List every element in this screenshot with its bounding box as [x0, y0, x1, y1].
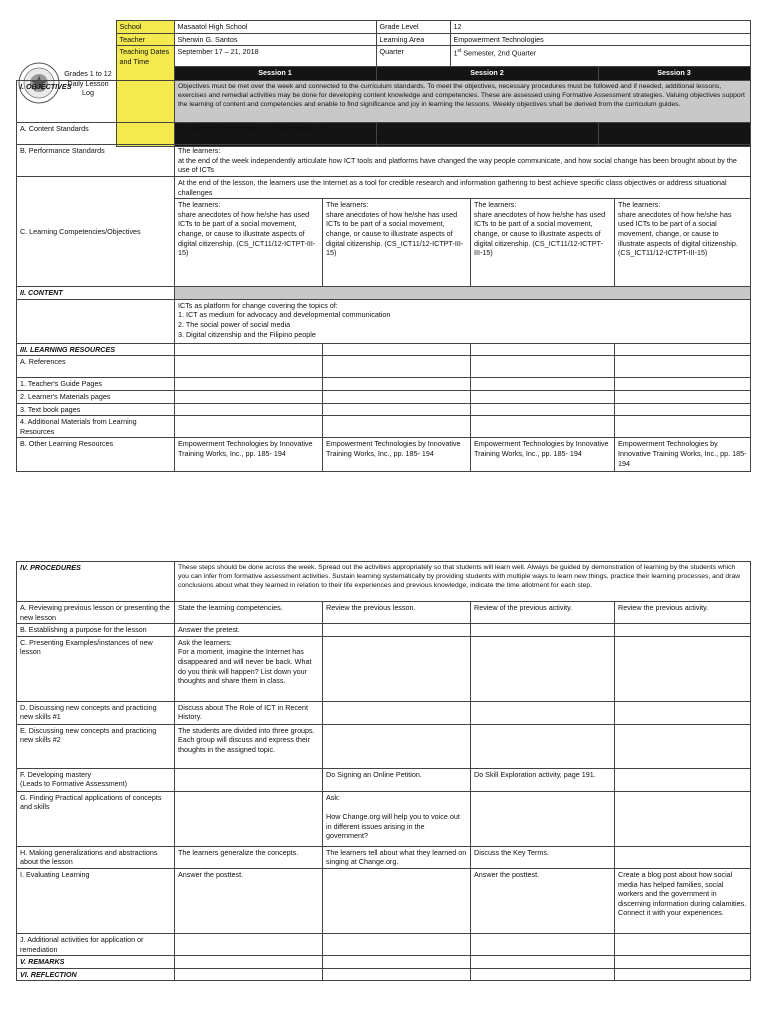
objectives-text: Objectives must be met over the week and connected to the curriculum standards. To meet the objectives, necessary procedures must be followed and if needed, additional lessons, exercises and remedial activities may be done for developing content knowledge and competencies. These are assessed using Formative Assessment strategies. Valuing objectives support the learning of content and competencies and enable to find significance and joy in learning the lessons. Weekly objectives shall be derived from the curriculum guides. — [175, 81, 751, 123]
proc-row-c-session-4 — [615, 636, 751, 701]
empty-cell — [175, 356, 323, 378]
lesson-log-table-body — [16, 80, 751, 472]
content-text — [175, 299, 751, 343]
content-line4: 3. Digital citizenship and the Filipino people — [178, 329, 316, 339]
empty-cell — [323, 968, 471, 981]
empty-cell — [471, 956, 615, 969]
session-1-header: Session 1 — [174, 67, 376, 147]
proc-row-f-session-2: Do Signing an Online Petition. — [323, 768, 471, 791]
session-2-header: Session 2 — [376, 67, 598, 147]
empty-cell — [175, 416, 323, 438]
teacher-value: Sherwin G. Santos — [174, 33, 376, 46]
empty-cell — [323, 378, 471, 391]
proc-row-d-session-2 — [323, 701, 471, 724]
other-resources-label: B. Other Learning Resources — [17, 438, 175, 472]
quarter-value-number: 1 — [453, 48, 458, 58]
quarter-value-rest: Semester, 2nd Quarter — [461, 48, 537, 58]
quarter-label: Quarter — [376, 46, 450, 67]
proc-row-a-session-1: State the learning competencies. — [175, 602, 323, 624]
empty-cell — [615, 343, 751, 356]
empty-cell — [615, 956, 751, 969]
proc-row-b-session-4 — [615, 624, 751, 637]
school-value: Masaatol High School — [174, 21, 376, 34]
textbook-pages-label: 3. Text book pages — [17, 403, 175, 416]
proc-row-g-label: G. Finding Practical applications of concepts and skills — [17, 791, 175, 846]
proc-row-i-session-4: Create a blog post about how social media has helped families, social workers and the government in discerning information during calamities. Connect it with your experiences. — [615, 868, 751, 933]
learning-area-label: Learning Area — [376, 33, 450, 46]
empty-cell — [471, 390, 615, 403]
empty-cell — [323, 416, 471, 438]
performance-standards-line1: The learners: — [178, 146, 221, 156]
empty-cell — [471, 968, 615, 981]
procedures-heading: IV. PROCEDURES — [17, 562, 175, 602]
content-line1: ICTs as platform for change covering the topics of: — [178, 300, 338, 310]
content-label-empty — [17, 299, 175, 343]
proc-row-c-session-1: Ask the learners: For a moment, imagine the Internet has disappeared and will never be back. What do you think will happen? List down your thoughts and share them in class. — [175, 636, 323, 701]
other-resources-session-1: Empowerment Technologies by Innovative Training Works, Inc., pp. 185- 194 — [175, 438, 323, 472]
proc-row-c-label: C. Presenting Examples/instances of new lesson — [17, 636, 175, 701]
competencies-session-1: The learners: share anecdotes of how he/she has used ICTs to be part of a social movement, change, or cause to illustrate aspects of digital citizenship. (CS_ICT11/12-ICTPT-III-15) — [175, 199, 323, 287]
dates-label: Teaching Dates and Time — [116, 46, 174, 147]
quarter-value — [450, 46, 750, 67]
proc-row-e-session-4 — [615, 724, 751, 768]
empty-cell — [323, 956, 471, 969]
proc-row-h-session-3: Discuss the Key Terms. — [471, 846, 615, 868]
content-standards-line2: ICT as a tool, medium, and force in bringing about action and mobilize change in a population, society, or culture. — [178, 133, 537, 143]
other-resources-session-2: Empowerment Technologies by Innovative Training Works, Inc., pp. 185- 194 — [323, 438, 471, 472]
proc-row-c-session-3 — [471, 636, 615, 701]
empty-cell — [323, 390, 471, 403]
proc-row-i-session-3: Answer the posttest. — [471, 868, 615, 933]
empty-cell — [175, 390, 323, 403]
proc-row-j-label: J. Additional activities for application or remediation — [17, 933, 175, 955]
reflection-heading: VI. REFLECTION — [17, 968, 175, 981]
performance-standards-text — [175, 145, 751, 177]
empty-cell — [323, 356, 471, 378]
proc-row-j-session-1 — [175, 933, 323, 955]
empty-cell — [471, 343, 615, 356]
teacher-label: Teacher — [116, 33, 174, 46]
empty-cell — [471, 416, 615, 438]
empty-cell — [175, 343, 323, 356]
competencies-label: C. Learning Competencies/Objectives — [17, 176, 175, 286]
procedures-table — [16, 561, 751, 981]
additional-materials-label: 4. Additional Materials from Learning Resources — [17, 416, 175, 438]
proc-row-h-session-1: The learners generalize the concepts. — [175, 846, 323, 868]
proc-row-j-session-3 — [471, 933, 615, 955]
teachers-guide-label: 1. Teacher's Guide Pages — [17, 378, 175, 391]
proc-row-e-session-1: The students are divided into three groups. Each group will discuss and express their thoughts in the assigned topic. — [175, 724, 323, 768]
proc-row-b-session-3 — [471, 624, 615, 637]
proc-row-a-label: A. Reviewing previous lesson or presenting the new lesson — [17, 602, 175, 624]
proc-row-a-session-2: Review the previous lesson. — [323, 602, 471, 624]
dates-value: September 17 – 21, 2018 — [174, 46, 376, 67]
proc-row-e-session-3 — [471, 724, 615, 768]
proc-row-b-label: B. Establishing a purpose for the lesson — [17, 624, 175, 637]
content-line3: 2. The social power of social media — [178, 319, 291, 329]
content-standards-label: A. Content Standards — [17, 123, 175, 145]
proc-row-d-session-4 — [615, 701, 751, 724]
empty-cell — [615, 968, 751, 981]
proc-row-d-session-3 — [471, 701, 615, 724]
empty-cell — [175, 378, 323, 391]
other-resources-session-4: Empowerment Technologies by Innovative Training Works, Inc., pp. 185- 194 — [615, 438, 751, 472]
quarter-value-suffix: st — [457, 48, 462, 55]
proc-row-i-session-2 — [323, 868, 471, 933]
competencies-session-2: The learners: share anecdotes of how he/she has used ICTs to be part of a social movement, change, or cause to illustrate aspects of digital citizenship. (CS_ICT11/12-ICTPT-III-15) — [323, 199, 471, 287]
proc-row-e-session-2 — [323, 724, 471, 768]
empty-cell — [471, 378, 615, 391]
performance-standards-line2: at the end of the week independently articulate how ICT tools and platforms have changed the way people communicate, and how social change has been brought about by the use of ICTs — [178, 155, 737, 175]
empty-cell — [175, 956, 323, 969]
proc-row-j-session-2 — [323, 933, 471, 955]
procedures-intro: These steps should be done across the week. Spread out the activities appropriately so that students will learn well. Always be guided by demonstration of learning by the students which you can infer from formative assessment activities. Sustain learning systematically by providing students with multiple ways to learn new things, practice their learning processes, and draw conclusions about what they learned in relation to their life experiences and previous knowledge, indicate the time allotment for each step. — [175, 562, 751, 602]
school-label: School — [116, 21, 174, 34]
objectives-heading: I. OBJECTIVES — [17, 81, 175, 123]
proc-row-g-session-4 — [615, 791, 751, 846]
empty-cell — [615, 378, 751, 391]
proc-row-h-session-4 — [615, 846, 751, 868]
proc-row-d-label: D. Discussing new concepts and practicing new skills #1 — [17, 701, 175, 724]
empty-cell — [615, 356, 751, 378]
content-standards-text — [175, 123, 751, 145]
proc-row-g-session-3 — [471, 791, 615, 846]
performance-standards-label: B. Performance Standards — [17, 145, 175, 177]
learners-materials-label: 2. Learner's Materials pages — [17, 390, 175, 403]
proc-row-g-session-1 — [175, 791, 323, 846]
empty-cell — [615, 403, 751, 416]
content-line2: 1. ICT as medium for advocacy and developmental communication — [178, 310, 391, 320]
proc-row-d-session-1: Discuss about The Role of ICT in Recent History. — [175, 701, 323, 724]
competencies-session-4: The learners: share anecdotes of how he/she has used ICTs to be part of a social movement, change, or cause to illustrate aspects of digital citizenship. (CS_ICT11/12-ICTPT-III-15) — [615, 199, 751, 287]
proc-row-h-label: H. Making generalizations and abstractions about the lesson — [17, 846, 175, 868]
empty-cell — [175, 403, 323, 416]
empty-cell — [615, 416, 751, 438]
grade-level-value: 12 — [450, 21, 750, 34]
competencies-session-3: The learners: share anecdotes of how he/she has used ICTs to be part of a social movement, change, or cause to illustrate aspects of digital citizenship. (CS_ICT11/12-ICTPT-III-15) — [471, 199, 615, 287]
empty-cell — [175, 968, 323, 981]
proc-row-h-session-2: The learners tell about what they learned on singing at Change.org. — [323, 846, 471, 868]
proc-row-f-label: F. Developing mastery (Leads to Formative Assessment) — [17, 768, 175, 791]
proc-row-i-session-1: Answer the posttest. — [175, 868, 323, 933]
proc-row-f-session-4 — [615, 768, 751, 791]
empty-cell — [615, 390, 751, 403]
grade-level-label: Grade Level — [376, 21, 450, 34]
empty-cell — [471, 356, 615, 378]
proc-row-g-session-2: Ask: How Change.org will help you to voice out in different issues arising in the government? — [323, 791, 471, 846]
remarks-heading: V. REMARKS — [17, 956, 175, 969]
references-label: A. References — [17, 356, 175, 378]
empty-cell — [323, 403, 471, 416]
empty-cell — [471, 403, 615, 416]
proc-row-i-label: I. Evaluating Learning — [17, 868, 175, 933]
resources-heading: III. LEARNING RESOURCES — [17, 343, 175, 356]
proc-row-e-label: E. Discussing new concepts and practicing new skills #2 — [17, 724, 175, 768]
empty-cell — [323, 343, 471, 356]
proc-row-b-session-1: Answer the pretest. — [175, 624, 323, 637]
content-heading-fill — [175, 287, 751, 300]
proc-row-b-session-2 — [323, 624, 471, 637]
content-heading: II. CONTENT — [17, 287, 175, 300]
proc-row-f-session-1 — [175, 768, 323, 791]
content-standards-line1: The learners demonstrate an understanding of: — [178, 124, 328, 133]
competencies-intro: At the end of the lesson, the learners use the Internet as a tool for credible research and information gathering to best achieve specific class objectives or address situational challenges — [175, 176, 751, 198]
proc-row-f-session-3: Do Skill Exploration activity, page 191. — [471, 768, 615, 791]
proc-row-a-session-4: Review the previous activity. — [615, 602, 751, 624]
proc-row-j-session-4 — [615, 933, 751, 955]
proc-row-c-session-2 — [323, 636, 471, 701]
proc-row-a-session-3: Review of the previous activity. — [471, 602, 615, 624]
other-resources-session-3: Empowerment Technologies by Innovative Training Works, Inc., pp. 185- 194 — [471, 438, 615, 472]
session-3-header: Session 3 — [598, 67, 750, 147]
grades-title: Grades 1 to 12 Daily Lesson Log — [64, 69, 112, 98]
learning-area-value: Empowerment Technologies — [450, 33, 750, 46]
